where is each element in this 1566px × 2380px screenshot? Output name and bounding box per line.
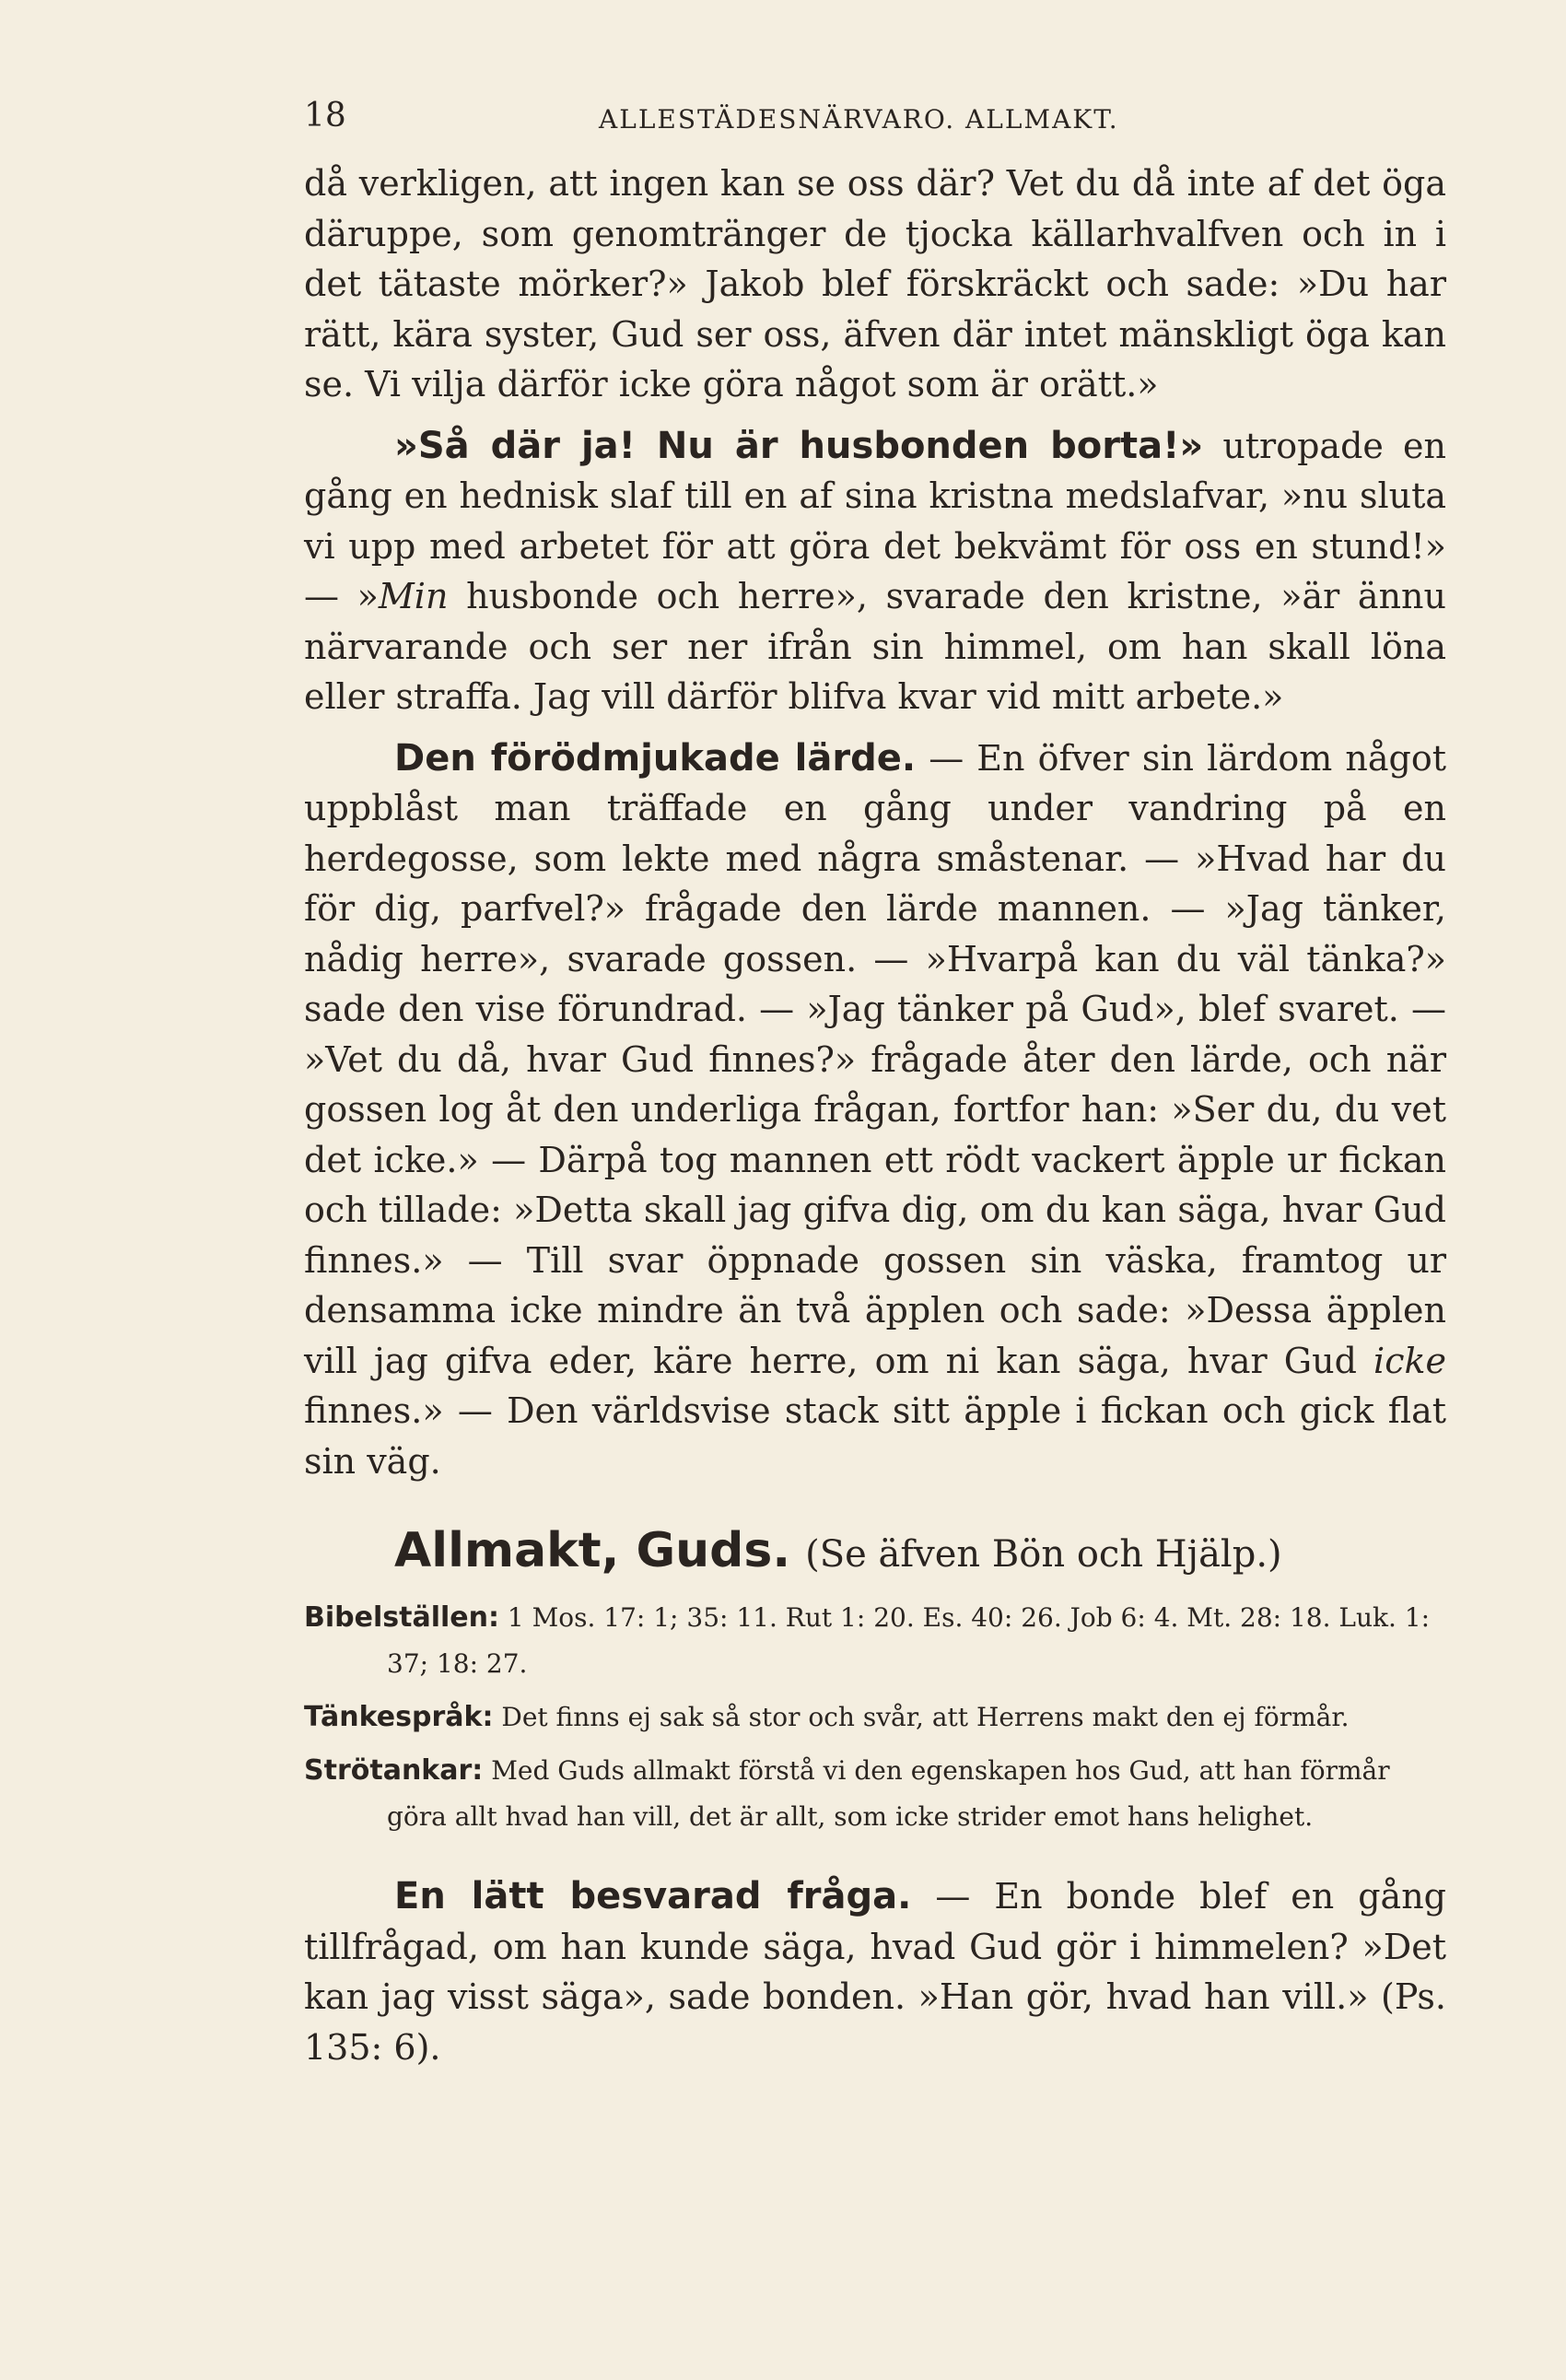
stray-label: Strötankar: bbox=[304, 1754, 484, 1787]
see-also: (Se äfven Bön och Hjälp.) bbox=[805, 1533, 1282, 1576]
running-title: ALLESTÄDESNÄRVARO. ALLMAKT. bbox=[599, 104, 1119, 135]
paragraph-slave-anecdote bbox=[304, 421, 1446, 722]
section-heading: Allmakt, Guds. bbox=[394, 1523, 791, 1578]
stray-thoughts bbox=[304, 1748, 1446, 1840]
anecdote-text: — En bonde blef en gång tillfrågad, om han kunde säga, hvad Gud gör i himmelen? »Det kan jag visst säga», sade bonden. »Han gör, hvad han vill.» (Ps. 135: 6). bbox=[304, 1876, 1447, 2068]
paragraph-continued: då verkligen, att ingen kan se oss där? Vet du då inte af det öga däruppe, som genomtränger de tjocka källarhvalfven och in i det tätaste mörker?» Jakob blef förskräckt och sade: »Du har rätt, kära syster, Gud ser oss, äfven där intet mänskligt öga kan se. Vi vilja därför icke göra något som är orätt.» bbox=[304, 163, 1446, 404]
anecdote-text: utropade en gång en hednisk slaf till en af sina kristna medslafvar, »nu sluta vi upp med arbetet för att göra det bekvämt för oss en stund!» — » bbox=[304, 425, 1446, 616]
bible-references bbox=[304, 1595, 1446, 1687]
anecdote-text-cont: husbonde och herre», svarade den kristne, »är ännu närvarande och ser ner ifrån sin himmel, om han skall löna eller straffa. Jag vill därför blifva kvar vid mitt arbete.» bbox=[304, 576, 1447, 717]
thoughts-label: Tänkespråk: bbox=[304, 1701, 494, 1733]
emphasis-min: Min bbox=[378, 576, 449, 616]
stray-text: Med Guds allmakt förstå vi den egenskapen hos Gud, att han förmår göra allt hvad han vill, det är allt, som icke strider emot hans helighet. bbox=[387, 1755, 1390, 1832]
emphasis-icke: icke bbox=[1373, 1340, 1446, 1381]
paragraph-humbled-scholar bbox=[304, 733, 1446, 1487]
anecdote-heading: En lätt besvarad fråga. bbox=[394, 1875, 912, 1917]
bible-text: 1 Mos. 17: 1; 35: 11. Rut 1: 20. Es. 40: 26. Job 6: 4. Mt. 28: 18. Luk. 1: 37; 18: 27. bbox=[387, 1602, 1431, 1679]
running-header bbox=[304, 97, 1446, 143]
page-number: 18 bbox=[304, 97, 346, 135]
maxims bbox=[304, 1694, 1446, 1741]
anecdote-text-cont: finnes.» — Den världsvise stack sitt äpple i fickan och gick flat sin väg. bbox=[304, 1390, 1446, 1482]
thoughts-text: Det finns ej sak så stor och svår, att Herrens makt den ej förmår. bbox=[493, 1702, 1350, 1732]
section-title bbox=[304, 1523, 1446, 1582]
anecdote-text: — En öfver sin lärdom något uppblåst man träffade en gång under vandring på en herdegosse, som lekte med några småstenar. — »Hvad har du för dig, parfvel?» frågade den lärde mannen. — »Jag tänker, nådig herre», svarade gossen. — »Hvarpå kan du väl tänka?» sade den vise förundrad. — »Jag tänker på Gud», blef svaret. — »Vet du då, hvar Gud finnes?» frågade åter den lärde, och när gossen log åt den underliga frågan, fortfor han: »Ser du, du vet det icke.» — Därpå tog mannen ett rödt vackert äpple ur fickan och tillade: »Detta skall jag gifva dig, om du kan säga, hvar Gud finnes.» — Till svar öppnade gossen sin väska, framtog ur densamma icke mindre än två äpplen och sade: »Dessa äpplen vill jag gifva eder, käre herre, om ni kan säga, hvar Gud bbox=[304, 737, 1446, 1381]
anecdote-heading: Den förödmjukade lärde. bbox=[394, 736, 917, 780]
anecdote-heading: »Så där ja! Nu är husbonden borta!» bbox=[394, 424, 1204, 467]
bible-label: Bibelställen: bbox=[304, 1601, 499, 1634]
page-body bbox=[304, 158, 1446, 2072]
paragraph-easy-question bbox=[304, 1871, 1446, 2072]
